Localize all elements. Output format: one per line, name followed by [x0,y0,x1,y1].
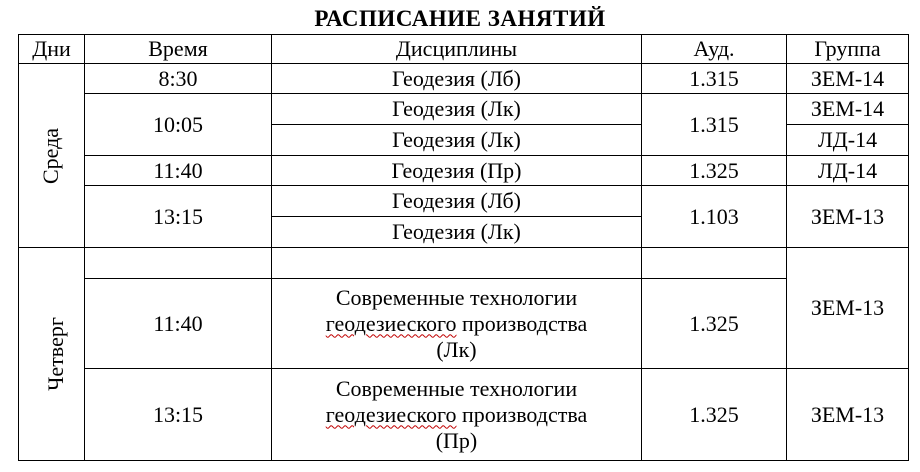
group-cell: ЛД-14 [787,156,909,186]
table-row [19,369,909,461]
discipline-cell-empty [272,248,642,279]
discipline-line: Современные технологии [335,375,578,401]
time-cell-empty [85,248,272,279]
header-days: Дни [19,35,85,64]
room-cell: 1.315 [642,94,787,156]
misspelled-word: геодезиеского [325,401,457,427]
time-cell: 11:40 [85,279,272,369]
group-cell: ЗЕМ-13 [787,369,909,461]
room-cell-empty [642,248,787,279]
day-cell-thursday [19,248,85,461]
day-label: Четверг [42,317,68,391]
table-row [19,156,909,186]
group-cell: ЗЕМ-13 [787,248,909,369]
room-cell: 1.325 [642,279,787,369]
discipline-line [272,311,641,337]
group-cell: ЗЕМ-14 [787,94,909,125]
time-cell: 11:40 [85,156,272,186]
header-group: Группа [787,35,909,64]
table-row [19,186,909,217]
time-cell: 10:05 [85,94,272,156]
time-cell: 13:15 [85,369,272,461]
discipline-line [272,402,641,428]
table-row [19,248,909,279]
header-discipline: Дисциплины [272,35,642,64]
discipline-cell: Геодезия (Лк) [272,125,642,156]
room-cell: 1.315 [642,64,787,94]
discipline-cell: Геодезия (Пр) [272,156,642,186]
discipline-cell: Геодезия (Лб) [272,64,642,94]
discipline-line: Современные технологии [335,284,578,310]
discipline-line: (Пр) [435,427,478,453]
time-cell: 8:30 [85,64,272,94]
table-row [19,279,909,369]
room-cell: 1.325 [642,369,787,461]
discipline-line: (Лк) [436,336,477,362]
discipline-line-suffix: производства [456,401,588,427]
day-cell-wednesday [19,64,85,248]
table-row [19,64,909,94]
header-row [19,35,909,64]
table-row [19,94,909,125]
schedule-table [18,34,909,461]
day-label: Среда [38,127,64,184]
discipline-cell: Геодезия (Лб) [272,186,642,217]
discipline-cell: Геодезия (Лк) [272,94,642,125]
page-title: РАСПИСАНИЕ ЗАНЯТИЙ [314,6,606,31]
header-time: Время [85,35,272,64]
room-cell: 1.103 [642,186,787,248]
discipline-cell: Геодезия (Лк) [272,217,642,248]
discipline-line-suffix: производства [456,310,588,336]
group-cell: ЗЕМ-13 [787,186,909,248]
time-cell: 13:15 [85,186,272,248]
group-cell: ЗЕМ-14 [787,64,909,94]
header-room: Ауд. [642,35,787,64]
misspelled-word: геодезиеского [325,310,457,336]
group-cell: ЛД-14 [787,125,909,156]
room-cell: 1.325 [642,156,787,186]
discipline-cell [272,369,642,461]
discipline-cell [272,279,642,369]
